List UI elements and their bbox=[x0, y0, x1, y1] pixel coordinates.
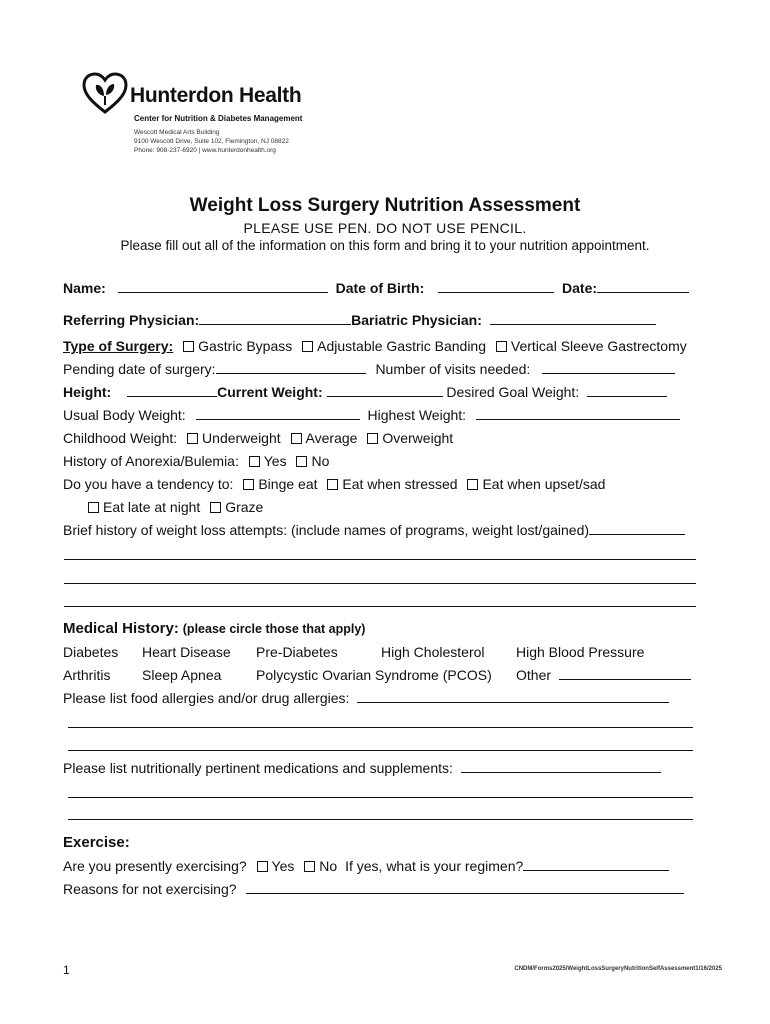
date-label: Date: bbox=[562, 280, 598, 296]
regimen-field[interactable] bbox=[523, 858, 669, 871]
medical-condition-7[interactable]: Sleep Apnea bbox=[142, 667, 222, 683]
current-weight-label: Current Weight: bbox=[217, 384, 323, 400]
pending-row bbox=[63, 361, 675, 378]
anorexia-no-checkbox[interactable] bbox=[296, 456, 307, 467]
usual-weight-label: Usual Body Weight: bbox=[63, 407, 186, 423]
date-field[interactable] bbox=[597, 280, 689, 293]
medical-heading: Medical History: bbox=[63, 620, 179, 637]
option-label: Vertical Sleeve Gastrectomy bbox=[510, 338, 687, 354]
option-label: Adjustable Gastric Banding bbox=[317, 338, 486, 354]
childhood-weight-label: Childhood Weight: bbox=[63, 430, 178, 446]
weight-history-row bbox=[63, 522, 685, 539]
page-number: 1 bbox=[63, 963, 70, 977]
medical-note: (please circle those that apply) bbox=[182, 622, 366, 636]
childhood-row bbox=[63, 430, 453, 447]
option-label: Overweight bbox=[382, 430, 454, 446]
medical-condition-6[interactable]: Arthritis bbox=[63, 667, 111, 683]
logo-address: 9100 Wescott Drive, Suite 102, Flemington, NJ 08822 bbox=[134, 138, 289, 145]
medical-condition-3[interactable]: Pre-Diabetes bbox=[256, 644, 338, 660]
weight-history-field[interactable] bbox=[589, 522, 685, 535]
option-label: Eat late at night bbox=[103, 499, 201, 515]
medical-condition-8[interactable]: Polycystic Ovarian Syndrome (PCOS) bbox=[256, 667, 492, 683]
logo-name: Hunterdon Health bbox=[130, 84, 302, 107]
logo-subtitle: Center for Nutrition & Diabetes Management bbox=[134, 114, 303, 123]
medications-row bbox=[63, 760, 661, 777]
name-label: Name: bbox=[63, 280, 106, 296]
form-subtitle: PLEASE USE PEN. DO NOT USE PENCIL. bbox=[243, 220, 527, 236]
eat-late-checkbox[interactable] bbox=[88, 502, 99, 513]
regimen-label: If yes, what is your regimen? bbox=[345, 858, 524, 874]
medications-field[interactable] bbox=[461, 760, 661, 773]
exercise-heading: Exercise: bbox=[63, 834, 130, 851]
goal-weight-field[interactable] bbox=[587, 384, 667, 397]
exercise-yes-checkbox[interactable] bbox=[257, 861, 268, 872]
option-label: Graze bbox=[225, 499, 264, 515]
weight-history-line-3[interactable] bbox=[64, 606, 696, 607]
goal-weight-label: Desired Goal Weight: bbox=[446, 384, 580, 400]
highest-weight-field[interactable] bbox=[476, 407, 680, 420]
allergies-field[interactable] bbox=[357, 690, 669, 703]
allergies-line-1[interactable] bbox=[68, 727, 693, 728]
tendency-label: Do you have a tendency to: bbox=[63, 476, 234, 492]
other-field[interactable] bbox=[559, 667, 691, 680]
medications-line-2[interactable] bbox=[68, 819, 693, 820]
eat-stressed-checkbox[interactable] bbox=[327, 479, 338, 490]
option-label: Eat when stressed bbox=[342, 476, 458, 492]
option-label: No bbox=[319, 858, 338, 874]
allergies-row bbox=[63, 690, 669, 707]
option-label: Gastric Bypass bbox=[198, 338, 293, 354]
option-label: Underweight bbox=[202, 430, 281, 446]
weight-history-line-1[interactable] bbox=[64, 559, 696, 560]
height-label: Height: bbox=[63, 384, 112, 400]
logo-icon bbox=[82, 72, 128, 119]
referring-label: Referring Physician: bbox=[63, 312, 200, 328]
tendency-row bbox=[63, 476, 605, 493]
allergies-line-2[interactable] bbox=[68, 750, 693, 751]
form-code: CNDM/Forms2025/WeightLossSurgeryNutritionSelfAssessment1/16/2025 bbox=[514, 966, 722, 972]
form-instructions: Please fill out all of the information on this form and bring it to your nutrition appointment. bbox=[120, 238, 650, 253]
surgery-row bbox=[63, 338, 687, 355]
medical-condition-5[interactable]: High Blood Pressure bbox=[516, 644, 645, 660]
graze-checkbox[interactable] bbox=[210, 502, 221, 513]
average-checkbox[interactable] bbox=[291, 433, 302, 444]
referring-field[interactable] bbox=[199, 312, 351, 325]
option-label: Average bbox=[305, 430, 358, 446]
exercise-row bbox=[63, 858, 669, 875]
highest-weight-label: Highest Weight: bbox=[367, 407, 467, 423]
visits-label: Number of visits needed: bbox=[375, 361, 531, 377]
bariatric-label: Bariatric Physician: bbox=[351, 312, 482, 328]
option-label: Binge eat bbox=[258, 476, 318, 492]
logo-phone: Phone: 908-237-6920 | www.hunterdonhealth.org bbox=[134, 147, 276, 154]
name-field[interactable] bbox=[118, 280, 328, 293]
anorexia-row bbox=[63, 453, 329, 470]
option-label: Eat when upset/sad bbox=[482, 476, 606, 492]
sleeve-gastrectomy-checkbox[interactable] bbox=[496, 341, 507, 352]
underweight-checkbox[interactable] bbox=[187, 433, 198, 444]
current-weight-field[interactable] bbox=[327, 384, 443, 397]
height-row bbox=[63, 384, 667, 401]
visits-field[interactable] bbox=[542, 361, 675, 374]
anorexia-label: History of Anorexia/Bulemia: bbox=[63, 453, 239, 469]
option-label: Yes bbox=[271, 858, 295, 874]
other-label: Other bbox=[516, 667, 552, 683]
medical-condition-2[interactable]: Heart Disease bbox=[142, 644, 231, 660]
allergies-label: Please list food allergies and/or drug allergies: bbox=[63, 690, 350, 706]
overweight-checkbox[interactable] bbox=[367, 433, 378, 444]
usual-weight-row bbox=[63, 407, 680, 424]
medical-condition-4[interactable]: High Cholesterol bbox=[381, 644, 485, 660]
medical-condition-1[interactable]: Diabetes bbox=[63, 644, 119, 660]
exercise-no-checkbox[interactable] bbox=[304, 861, 315, 872]
medications-line-1[interactable] bbox=[68, 797, 693, 798]
tendency-row-2 bbox=[82, 499, 263, 516]
medications-label: Please list nutritionally pertinent medications and supplements: bbox=[63, 760, 453, 776]
pending-date-field[interactable] bbox=[216, 361, 366, 374]
dob-field[interactable] bbox=[438, 280, 554, 293]
reasons-row bbox=[63, 881, 684, 898]
weight-history-label: Brief history of weight loss attempts: (include names of programs, weight lost/gained) bbox=[63, 522, 590, 538]
physician-row bbox=[63, 312, 656, 329]
name-row bbox=[63, 280, 689, 297]
form-title: Weight Loss Surgery Nutrition Assessment bbox=[189, 195, 581, 216]
binge-eat-checkbox[interactable] bbox=[243, 479, 254, 490]
anorexia-yes-checkbox[interactable] bbox=[249, 456, 260, 467]
logo-building: Wescott Medical Arts Building bbox=[134, 129, 220, 136]
adjustable-banding-checkbox[interactable] bbox=[302, 341, 313, 352]
other-condition-row bbox=[516, 667, 691, 684]
option-label: No bbox=[311, 453, 330, 469]
dob-label: Date of Birth: bbox=[335, 280, 425, 296]
height-field[interactable] bbox=[127, 384, 217, 397]
medical-heading-row bbox=[63, 620, 365, 638]
reasons-field[interactable] bbox=[246, 881, 684, 894]
weight-history-line-2[interactable] bbox=[64, 583, 696, 584]
bariatric-field[interactable] bbox=[490, 312, 656, 325]
exercise-question: Are you presently exercising? bbox=[63, 858, 247, 874]
option-label: Yes bbox=[263, 453, 287, 469]
eat-upset-checkbox[interactable] bbox=[467, 479, 478, 490]
reasons-label: Reasons for not exercising? bbox=[63, 881, 237, 897]
surgery-type-label: Type of Surgery: bbox=[63, 338, 174, 354]
gastric-bypass-checkbox[interactable] bbox=[183, 341, 194, 352]
pending-date-label: Pending date of surgery: bbox=[63, 361, 216, 377]
usual-weight-field[interactable] bbox=[196, 407, 360, 420]
